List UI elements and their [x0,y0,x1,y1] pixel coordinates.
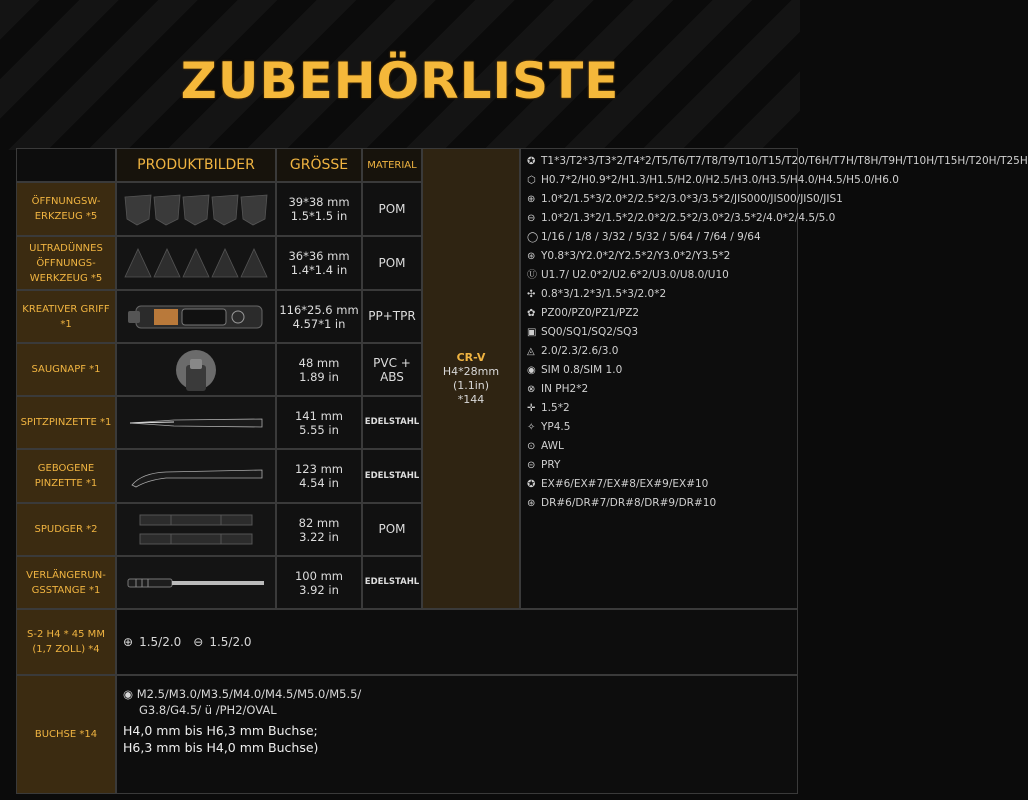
bit-text: EX#6/EX#7/EX#8/EX#9/EX#10 [541,478,709,490]
size-in: 4.57*1 in [292,316,346,331]
s2-phillips: 1.5/2.0 [139,635,182,649]
triangle-picks-image [116,236,276,290]
bit-text: SQ0/SQ1/SQ2/SQ3 [541,326,639,338]
row-name: ÖFFNUNGSW-ERKZEUG *5 [16,182,116,236]
bit-row [527,440,791,453]
slotted-icon: ⊖ [193,635,204,649]
buchse-cell [116,675,798,794]
material-cell: EDELSTAHL [362,396,422,449]
torx-icon: ✪ [527,156,536,167]
header-images: PRODUKTBILDER [116,148,276,182]
bit-text: AWL [541,440,564,452]
hex-icon: ⬡ [527,175,536,186]
size-in: 3.92 in [299,582,339,597]
material-cell: POM [362,503,422,556]
row-name: SPITZPINZETTE *1 [16,396,116,449]
corner-cell [16,148,116,182]
socket-note1: H4,0 mm bis H6,3 mm Buchse; [123,723,318,738]
row-name: S-2 H4 * 45 MM (1,7 ZOLL) *4 [16,609,116,675]
bit-row [527,288,791,301]
row-name: KREATIVER GRIFF *1 [16,290,116,343]
socket-line2: G3.8/G4.5/ ü /PH2/OVAL [139,703,277,717]
slotted-icon: ⊖ [527,213,536,224]
crv-size: H4*28mm [442,364,500,378]
bits-list [520,148,1028,609]
size-cell [276,290,362,343]
crv-size-in: (1.1in) [452,378,490,392]
bit-text: 1.0*2/1.3*2/1.5*2/2.0*2/2.5*2/3.0*2/3.5*2/4.0*2/4.5/5.0 [541,212,836,224]
s2-bits [116,609,798,675]
bit-row [527,307,791,320]
accessory-table [16,148,1028,794]
row-name: ULTRADÜNNES ÖFFNUNGS-WERKZEUG *5 [16,236,116,290]
phillips-icon: ⊕ [527,194,536,205]
size-mm: 48 mm [298,355,340,370]
size-cell [276,236,362,290]
tri-wing-icon: ⊛ [527,251,536,262]
bit-row [527,459,791,472]
dr-icon: ⊛ [527,498,536,509]
row-name: VERLÄNGERUN-GSSTANGE *1 [16,556,116,609]
ex-icon: ✪ [527,479,536,490]
bit-text: 1/16 / 1/8 / 3/32 / 5/32 / 5/64 / 7/64 / 9/64 [541,231,761,243]
row-name: GEBOGENE PINZETTE *1 [16,449,116,503]
crv-count: *144 [457,392,485,406]
material-cell: EDELSTAHL [362,556,422,609]
page-title: ZUBEHÖRLISTE [180,52,620,110]
opening-tool-image [116,182,276,236]
material-cell: EDELSTAHL [362,449,422,503]
size-mm: 82 mm [298,515,340,530]
bit-text: DR#6/DR#7/DR#8/DR#9/DR#10 [541,497,717,509]
s2-slotted: 1.5/2.0 [209,635,252,649]
size-in: 4.54 in [299,476,339,490]
cross-icon: ✛ [527,403,536,414]
header-material: MATERIAL [362,148,422,182]
pointed-tweezers-image [116,396,276,449]
curved-tweezers-image [116,449,276,503]
bit-text: Y0.8*3/Y2.0*2/Y2.5*2/Y3.0*2/Y3.5*2 [541,250,731,262]
screwdriver-handle-image [116,290,276,343]
bit-row [527,155,1028,168]
size-in: 1.89 in [299,369,339,384]
header-size: GRÖSSE [276,148,362,182]
awl-icon: ⊙ [527,441,536,452]
row-name: SPUDGER *2 [16,503,116,556]
bit-text: 2.0/2.3/2.6/3.0 [541,345,619,357]
size-cell [276,503,362,556]
bit-row [527,326,791,339]
bit-row [527,231,791,244]
size-cell [276,449,362,503]
pozidriv-icon: ✿ [527,308,536,319]
bit-text: T1*3/T2*3/T3*2/T4*2/T5/T6/T7/T8/T9/T10/T15/T20/T6H/T7H/T8H/T9H/T10H/T15H/T20H/T25H [541,155,1028,167]
pry-icon: ⊝ [527,460,536,471]
crv-title: CR-V [456,350,486,364]
bit-row [527,212,836,225]
bit-text: SIM 0.8/SIM 1.0 [541,364,623,376]
material-cell: PVC + ABS [362,343,422,396]
size-in: 5.55 in [299,422,339,437]
material-cell: POM [362,236,422,290]
bit-text: YP4.5 [541,421,571,433]
y-point-icon: ✧ [527,422,536,433]
bit-row [527,269,791,282]
size-cell [276,396,362,449]
bit-text: 1.0*2/1.5*3/2.0*2/2.5*2/3.0*3/3.5*2/JIS000/JIS00/JIS0/JIS1 [541,193,843,205]
spudgers-image [116,503,276,556]
square-icon: ▣ [527,327,537,338]
bit-row [527,383,791,396]
size-cell [276,343,362,396]
bit-row [527,497,791,510]
size-cell [276,556,362,609]
bit-row [527,345,791,358]
bit-row [527,478,791,491]
suction-cup-image [116,343,276,396]
row-name: BUCHSE *14 [16,675,116,794]
triangle-icon: ◬ [527,346,535,357]
size-mm: 116*25.6 mm [279,302,359,317]
bit-text: U1.7/ U2.0*2/U2.6*2/U3.0/U8.0/U10 [541,269,729,281]
bit-row [527,174,899,187]
sim-icon: ◉ [527,365,536,376]
socket-icon: ◉ [123,687,137,701]
size-mm: 100 mm [294,568,343,583]
bit-text: IN PH2*2 [541,383,589,395]
in-ph-icon: ⊗ [527,384,536,395]
bit-row [527,193,843,206]
size-cell [276,182,362,236]
size-mm: 123 mm [294,462,343,476]
size-mm: 39*38 mm [288,195,350,209]
size-in: 1.5*1.5 in [290,209,348,223]
bit-row [527,402,791,415]
bit-text: PRY [541,459,561,471]
bit-row [527,421,791,434]
crv-cell [422,148,520,609]
size-in: 1.4*1.4 in [290,263,348,277]
extension-rod-image [116,556,276,609]
socket-sizes [123,686,791,702]
u-bit-icon: Ⓤ [527,270,537,281]
bit-row [527,364,791,377]
size-mm: 141 mm [294,408,343,423]
socket-line1: M2.5/M3.0/M3.5/M4.0/M4.5/M5.0/M5.5/ [136,687,362,701]
inch-hex-icon: ◯ [527,232,539,243]
bit-text: 1.5*2 [541,402,570,414]
socket-note2: H6,3 mm bis H4,0 mm Buchse) [123,740,319,755]
material-cell: POM [362,182,422,236]
bit-text: 0.8*3/1.2*3/1.5*3/2.0*2 [541,288,667,300]
row-name: SAUGNAPF *1 [16,343,116,396]
size-in: 3.22 in [299,529,339,544]
phillips-icon: ⊕ [123,635,134,649]
bit-text: PZ00/PZ0/PZ1/PZ2 [541,307,640,319]
pentalobe-icon: ✣ [527,289,536,300]
material-cell: PP+TPR [362,290,422,343]
bit-row [527,250,791,263]
size-mm: 36*36 mm [288,249,350,263]
bit-text: H0.7*2/H0.9*2/H1.3/H1.5/H2.0/H2.5/H3.0/H3.5/H4.0/H4.5/H5.0/H6.0 [541,174,899,186]
